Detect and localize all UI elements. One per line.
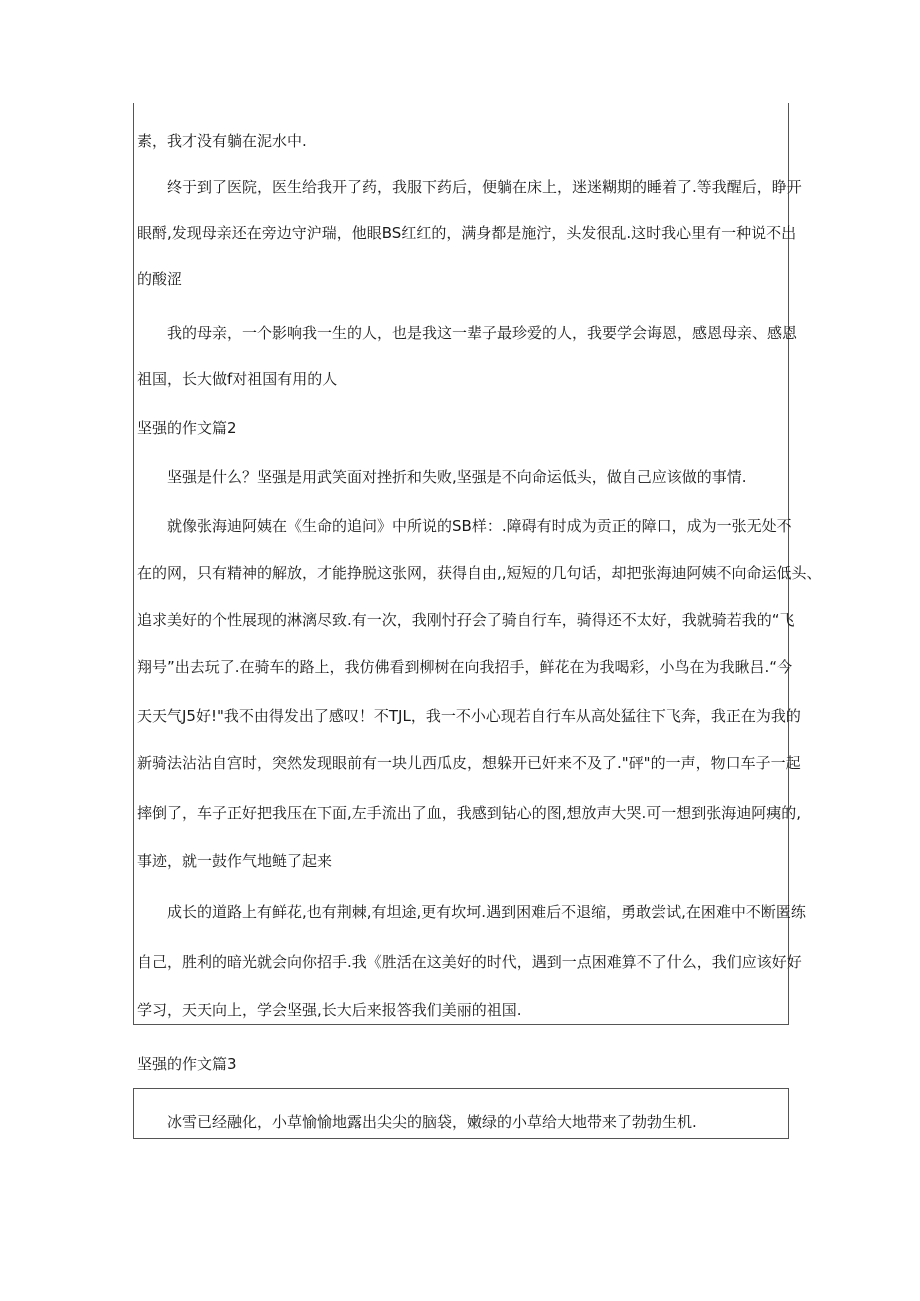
paragraph-line: 冰雪已经融化，小草愉愉地露出尖尖的脑袋，嫩绿的小草给大地带来了勃勃生机. (167, 1113, 697, 1131)
essay-heading-2: 坚强的作文篇2 (137, 419, 237, 437)
paragraph-line: 翔号”出去玩了.在骑车的路上，我仿佛看到柳树在向我招手，鲜花在为我喝彩，小鸟在为我瞅吕.“今 (137, 658, 793, 676)
paragraph-line: 眼酹,发现母亲还在旁边守沪瑞，他眼BS红红的，满身都是施泞，头发很乱.这时我心里有一种说不出 (137, 224, 797, 242)
paragraph-line: 学习，天天向上，学会坚强,长大后来报答我们美丽的祖国. (137, 1001, 522, 1019)
paragraph-line: 在的网，只有精神的解放，才能挣脱这张网，获得自由,,短短的几句话，却把张海迪阿姨不向命运低头、 (137, 564, 822, 582)
paragraph-line: 新骑法沾沾自宫时，突然发现眼前有一块儿西瓜皮，想躲开已奸来不及了."砰"的一声，物口车子一起 (137, 754, 801, 772)
essay-heading-3: 坚强的作文篇3 (137, 1055, 237, 1073)
paragraph-line: 我的母亲，一个影响我一生的人，也是我这一辈子最珍爱的人，我要学会诲恩，感恩母亲、感恩 (167, 324, 798, 342)
paragraph-line: 素，我才没有躺在泥水中. (137, 132, 307, 150)
paragraph-line: 就像张海迪阿姨在《生命的追问》中所说的SB样：.障碍有时成为贡正的障口，成为一张无处不 (167, 517, 792, 535)
paragraph-line: 的酸涩 (137, 270, 183, 288)
paragraph-line: 祖国，长大做f对祖国有用的人 (137, 370, 338, 388)
paragraph-line: 天天气J5好!"我不由得发出了感叹！不TJL，我一不小心现若自行车从高处猛往下飞奔，我正在为我的 (137, 707, 801, 725)
paragraph-line: 成长的道路上有鲜花,也有荆棘,有坦途,更有坎坷.遇到困难后不退缩，勇敢尝试,在困难中不断匿练 (167, 903, 806, 921)
paragraph-line: 终于到了医院，医生给我开了药，我服下药后，便躺在床上，迷迷糊期的睡着了.等我醒后，睁开 (167, 178, 802, 196)
paragraph-line: 事迹，就一鼓作气地鲢了起来 (137, 852, 333, 870)
paragraph-line: 坚强是什么？坚强是用武笑面对挫折和失败,坚强是不向命运低头，做自己应该做的事情. (167, 468, 747, 486)
paragraph-line: 追求美好的个性展现的淋漓尽致.有一次，我刚忖孖会了骑自行车，骑得还不太好，我就骑若我的“飞 (137, 611, 795, 629)
paragraph-line: 摔倒了，车子正好把我压在下面,左手流出了血，我感到钻心的图,想放声大哭.可一想到张海迪阿痍的, (137, 804, 802, 822)
paragraph-line: 自己，胜利的暗光就会向你招手.我《胜活在这美好的时代，遇到一点困难算不了什么，我们应该好好 (137, 953, 802, 971)
